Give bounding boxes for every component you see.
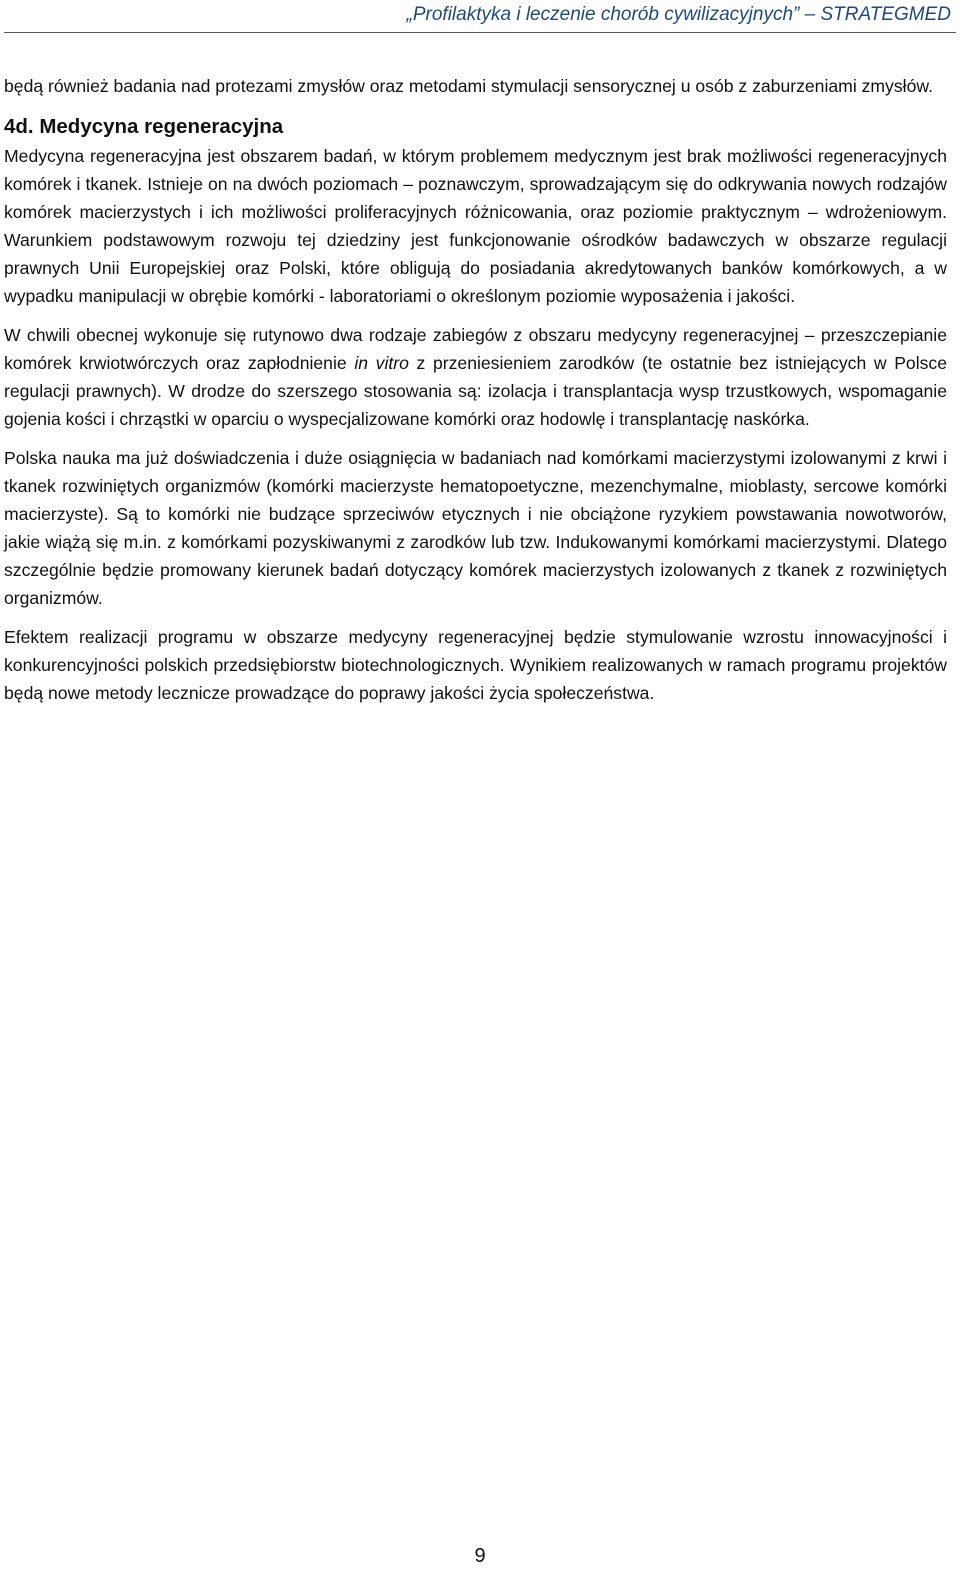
intro-paragraph: będą również badania nad protezami zmysłów oraz metodami stymulacji sensorycznej u osób z zaburzeniami zmysłów. (4, 76, 933, 96)
page-number: 9 (474, 1545, 486, 1567)
header-rule (4, 32, 956, 33)
paragraph-procedures (4, 321, 947, 433)
section-heading: 4d. Medycyna regeneracyjna (4, 115, 284, 138)
paragraph-procedures-before: W chwili obecnej wykonuje się rutynowo dwa rodzaje zabiegów z obszaru medycyny regeneracyjnej – przeszczepianie komórek krwiotwórczych oraz zapłodnienie (4, 325, 947, 373)
paragraph-procedures-after: z przeniesieniem zarodków (te ostatnie bez istniejących w Polsce regulacji prawnych). W drodze do szerszego stosowania są: izolacja i transplantacja wysp trzustkowych, wspomaganie gojenia kości i chrząstki w oparciu o wyspecjalizowane komórki oraz hodowlę i transplantację naskórka. (4, 353, 948, 429)
document-body (4, 72, 947, 718)
paragraph-procedures-italic: in vitro (354, 353, 409, 373)
paragraph-effect: Efektem realizacji programu w obszarze medycyny regeneracyjnej będzie stymulowanie wzrostu innowacyjności i konkurencyjności polskich przedsiębiorstw biotechnologicznych. Wynikiem realizowanych w ramach programu projektów będą nowe metody lecznicze prowadzące do poprawy jakości życia społeczeństwa. (4, 627, 947, 703)
paragraph-definition-part2: Istnieje on na dwóch poziomach – poznawczym, sprowadzającym się do odkrywania nowych rodzajów komórek macierzystych i ich możliwości proliferacyjnych różnicowania, oraz poziomie praktycznym – wdrożeniowym. Warunkiem podstawowym rozwoju tej dziedziny jest funkcjonowanie ośrodków badawczych w obszarze regulacji prawnych Unii Europejskiej oraz Polski, które obligują do posiadania akredytowanych banków komórkowych, a w wypadku manipulacji w obrębie komórki - laboratoriami o określonym poziomie wyposażenia i jakości. (4, 174, 948, 306)
paragraph-polish-science: Polska nauka ma już doświadczenia i duże osiągnięcia w badaniach nad komórkami macierzystymi izolowanymi z krwi i tkanek rozwiniętych organizmów (komórki macierzyste hematopoetyczne, mezenchymalne, mioblasty, sercowe komórki macierzyste). Są to komórki nie budzące sprzeciwów etycznych i nie obciążone ryzykiem powstawania nowotworów, jakie wiążą się m.in. z komórkami pozyskiwanymi z zarodków lub tzw. Indukowanymi komórkami macierzystymi. Dlatego szczególnie będzie promowany kierunek badań dotyczący komórek macierzystych izolowanych z tkanek z rozwiniętych organizmów. (4, 448, 947, 608)
paragraph-definition (4, 142, 947, 310)
running-header: „Profilaktyka i leczenie chorób cywilizacyjnych” – STRATEGMED (406, 4, 951, 25)
paragraph-definition-part1: Medycyna regeneracyjna jest obszarem badań, w którym problemem medycznym jest brak możliwości regeneracyjnych komórek i tkanek. (4, 146, 947, 194)
